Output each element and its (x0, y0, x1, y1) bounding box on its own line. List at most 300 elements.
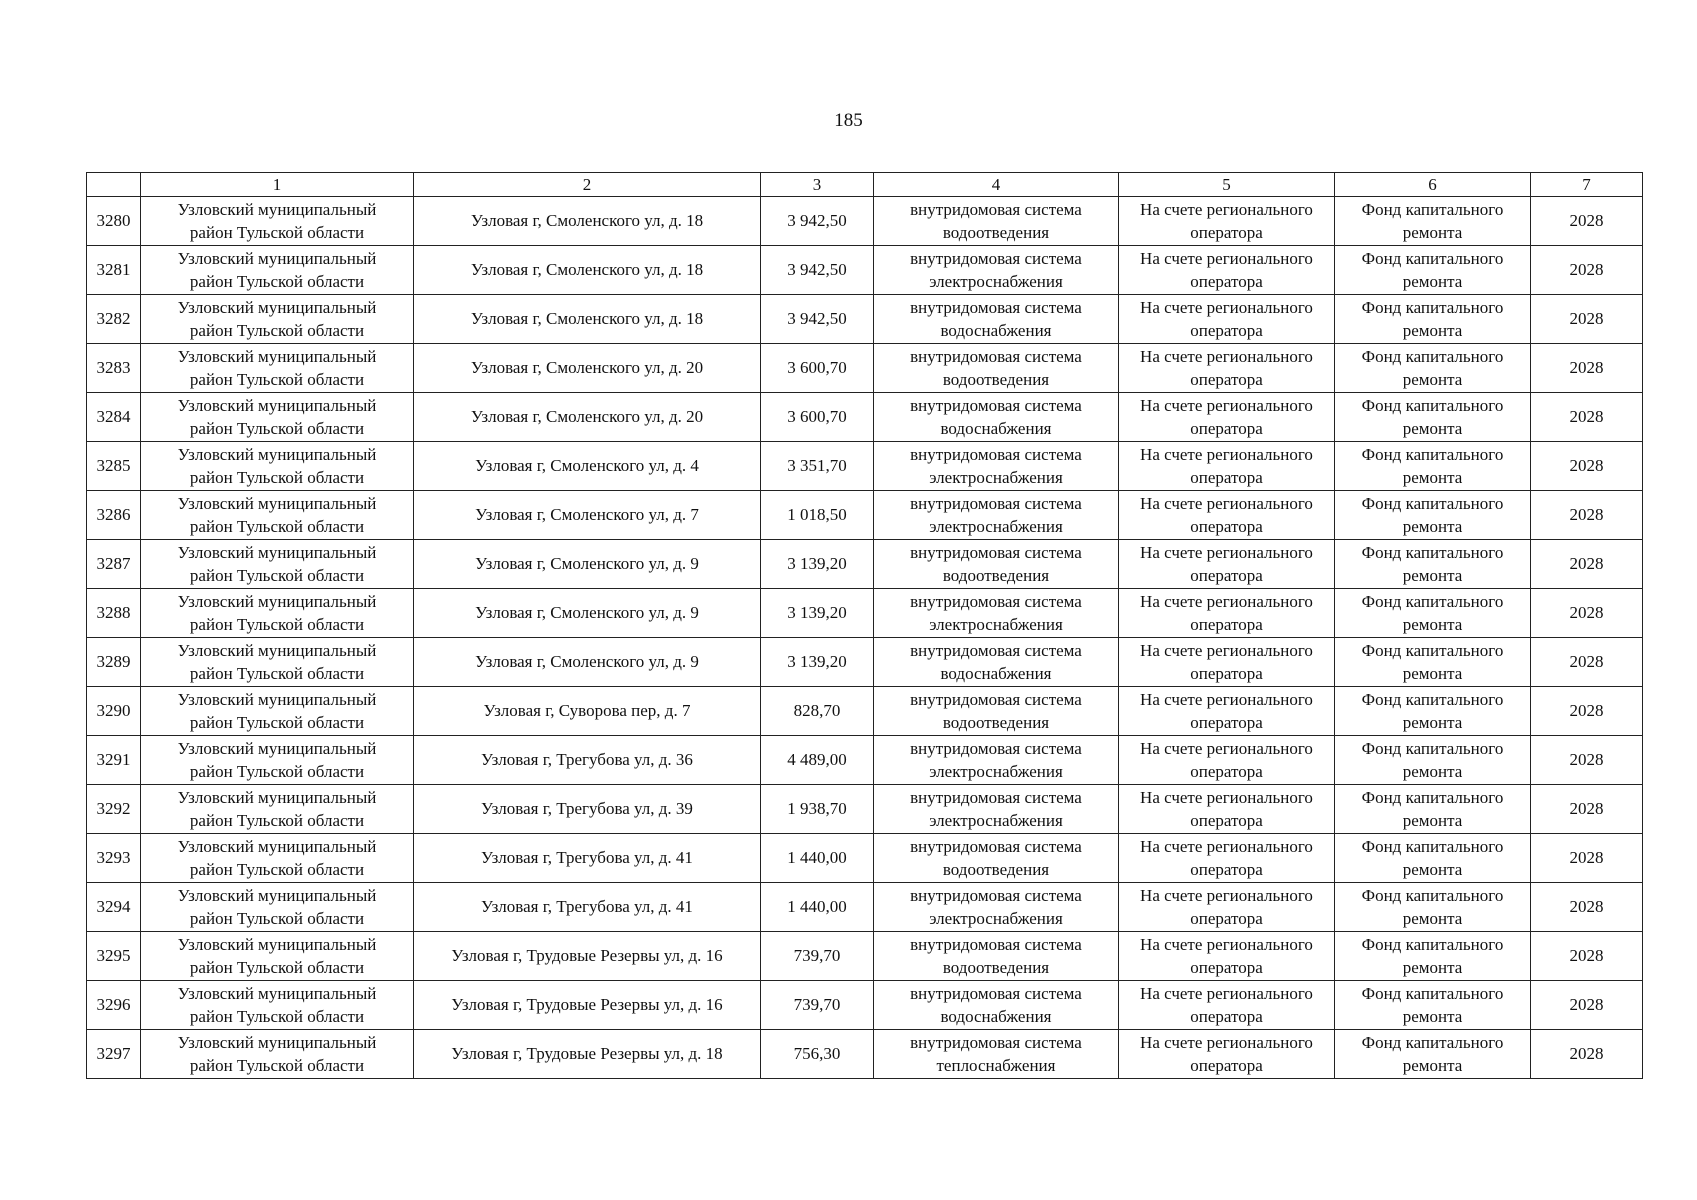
area-cell: 3 942,50 (761, 197, 874, 246)
fund-line: ремонта (1402, 321, 1463, 340)
row-number-cell: 3288 (87, 589, 141, 638)
district-line: Узловский муниципальный (177, 641, 377, 660)
year-cell: 2028 (1531, 785, 1643, 834)
account-line: На счете регионального (1140, 739, 1313, 758)
account-line: оператора (1190, 517, 1263, 536)
district-cell (141, 295, 414, 344)
fund-cell (1335, 197, 1531, 246)
account-line: На счете регионального (1140, 543, 1313, 562)
fund-line: Фонд капитального (1361, 543, 1504, 562)
column-header: 5 (1119, 173, 1335, 197)
account-line: На счете регионального (1140, 886, 1313, 905)
page-number: 185 (834, 110, 863, 131)
year-cell: 2028 (1531, 834, 1643, 883)
table-row (87, 932, 1643, 981)
year-cell: 2028 (1531, 393, 1643, 442)
account-cell (1119, 197, 1335, 246)
table-row (87, 344, 1643, 393)
corner-cell (87, 173, 141, 197)
system-cell (874, 687, 1119, 736)
year-cell: 2028 (1531, 687, 1643, 736)
system-cell (874, 246, 1119, 295)
year-cell: 2028 (1531, 246, 1643, 295)
system-line: водоотведения (942, 566, 1050, 585)
district-line: Узловский муниципальный (177, 298, 377, 317)
system-cell (874, 736, 1119, 785)
row-number-cell: 3291 (87, 736, 141, 785)
account-line: На счете регионального (1140, 641, 1313, 660)
fund-line: ремонта (1402, 664, 1463, 683)
account-cell (1119, 344, 1335, 393)
account-cell (1119, 295, 1335, 344)
system-line: внутридомовая система (910, 837, 1082, 856)
area-cell: 739,70 (761, 932, 874, 981)
fund-cell (1335, 246, 1531, 295)
row-number-cell: 3296 (87, 981, 141, 1030)
fund-line: ремонта (1402, 468, 1463, 487)
area-cell: 3 600,70 (761, 393, 874, 442)
district-cell (141, 246, 414, 295)
district-cell (141, 344, 414, 393)
fund-cell (1335, 834, 1531, 883)
account-line: оператора (1190, 321, 1263, 340)
column-header: 6 (1335, 173, 1531, 197)
table-row (87, 197, 1643, 246)
system-line: электроснабжения (929, 615, 1063, 634)
address-cell: Узловая г, Трегубова ул, д. 39 (414, 785, 761, 834)
table-row (87, 883, 1643, 932)
account-line: оператора (1190, 370, 1263, 389)
district-line: Узловский муниципальный (177, 494, 377, 513)
district-line: Узловский муниципальный (177, 984, 377, 1003)
district-line: Узловский муниципальный (177, 886, 377, 905)
fund-line: ремонта (1402, 517, 1463, 536)
fund-line: Фонд капитального (1361, 739, 1504, 758)
system-line: электроснабжения (929, 909, 1063, 928)
system-line: внутридомовая система (910, 249, 1082, 268)
account-line: оператора (1190, 419, 1263, 438)
district-line: Узловский муниципальный (177, 445, 377, 464)
year-cell: 2028 (1531, 589, 1643, 638)
district-line: район Тульской области (189, 762, 365, 781)
district-cell (141, 883, 414, 932)
register-table (86, 172, 1643, 1079)
system-line: внутридомовая система (910, 788, 1082, 807)
system-line: водоотведения (942, 958, 1050, 977)
district-cell (141, 197, 414, 246)
district-cell (141, 393, 414, 442)
address-cell: Узловая г, Смоленского ул, д. 20 (414, 344, 761, 393)
system-line: водоотведения (942, 860, 1050, 879)
account-line: оператора (1190, 615, 1263, 634)
system-line: водоснабжения (940, 321, 1052, 340)
account-line: На счете регионального (1140, 935, 1313, 954)
row-number-cell: 3292 (87, 785, 141, 834)
fund-line: Фонд капитального (1361, 200, 1504, 219)
area-cell: 828,70 (761, 687, 874, 736)
district-line: Узловский муниципальный (177, 347, 377, 366)
table-row (87, 1030, 1643, 1079)
system-line: внутридомовая система (910, 592, 1082, 611)
system-cell (874, 589, 1119, 638)
row-number-cell: 3293 (87, 834, 141, 883)
year-cell: 2028 (1531, 491, 1643, 540)
account-cell (1119, 687, 1335, 736)
fund-cell (1335, 736, 1531, 785)
fund-line: ремонта (1402, 272, 1463, 291)
account-line: оператора (1190, 909, 1263, 928)
area-cell: 3 942,50 (761, 295, 874, 344)
account-line: оператора (1190, 1007, 1263, 1026)
account-line: На счете регионального (1140, 396, 1313, 415)
system-line: внутридомовая система (910, 347, 1082, 366)
year-cell: 2028 (1531, 1030, 1643, 1079)
fund-line: ремонта (1402, 566, 1463, 585)
fund-cell (1335, 883, 1531, 932)
address-cell: Узловая г, Смоленского ул, д. 18 (414, 246, 761, 295)
fund-cell (1335, 932, 1531, 981)
system-line: внутридомовая система (910, 543, 1082, 562)
system-line: внутридомовая система (910, 396, 1082, 415)
account-cell (1119, 638, 1335, 687)
fund-cell (1335, 785, 1531, 834)
district-line: район Тульской области (189, 566, 365, 585)
row-number-cell: 3290 (87, 687, 141, 736)
account-line: На счете регионального (1140, 347, 1313, 366)
address-cell: Узловая г, Трудовые Резервы ул, д. 16 (414, 932, 761, 981)
column-header: 1 (141, 173, 414, 197)
year-cell: 2028 (1531, 883, 1643, 932)
address-cell: Узловая г, Трегубова ул, д. 41 (414, 883, 761, 932)
account-cell (1119, 491, 1335, 540)
fund-cell (1335, 981, 1531, 1030)
account-line: оператора (1190, 811, 1263, 830)
system-cell (874, 491, 1119, 540)
system-line: водоснабжения (940, 1007, 1052, 1026)
account-line: На счете регионального (1140, 445, 1313, 464)
fund-line: ремонта (1402, 223, 1463, 242)
fund-line: Фонд капитального (1361, 1033, 1504, 1052)
system-line: электроснабжения (929, 811, 1063, 830)
district-cell (141, 736, 414, 785)
row-number-cell: 3285 (87, 442, 141, 491)
system-cell (874, 1030, 1119, 1079)
district-line: район Тульской области (189, 909, 365, 928)
area-cell: 3 139,20 (761, 638, 874, 687)
column-header: 3 (761, 173, 874, 197)
fund-cell (1335, 491, 1531, 540)
district-cell (141, 442, 414, 491)
account-line: На счете регионального (1140, 249, 1313, 268)
fund-cell (1335, 638, 1531, 687)
district-cell (141, 932, 414, 981)
fund-line: Фонд капитального (1361, 249, 1504, 268)
address-cell: Узловая г, Смоленского ул, д. 9 (414, 540, 761, 589)
area-cell: 3 600,70 (761, 344, 874, 393)
fund-cell (1335, 589, 1531, 638)
row-number-cell: 3280 (87, 197, 141, 246)
fund-cell (1335, 540, 1531, 589)
year-cell: 2028 (1531, 295, 1643, 344)
district-cell (141, 1030, 414, 1079)
account-line: На счете регионального (1140, 592, 1313, 611)
area-cell: 756,30 (761, 1030, 874, 1079)
fund-line: ремонта (1402, 370, 1463, 389)
fund-line: Фонд капитального (1361, 788, 1504, 807)
account-line: оператора (1190, 860, 1263, 879)
fund-cell (1335, 295, 1531, 344)
row-number-cell: 3282 (87, 295, 141, 344)
address-cell: Узловая г, Смоленского ул, д. 9 (414, 589, 761, 638)
row-number-cell: 3295 (87, 932, 141, 981)
row-number-cell: 3284 (87, 393, 141, 442)
fund-line: ремонта (1402, 713, 1463, 732)
address-cell: Узловая г, Смоленского ул, д. 4 (414, 442, 761, 491)
account-cell (1119, 736, 1335, 785)
account-line: оператора (1190, 223, 1263, 242)
address-cell: Узловая г, Суворова пер, д. 7 (414, 687, 761, 736)
fund-line: ремонта (1402, 1007, 1463, 1026)
area-cell: 1 018,50 (761, 491, 874, 540)
fund-line: ремонта (1402, 419, 1463, 438)
system-line: водоснабжения (940, 419, 1052, 438)
district-line: Узловский муниципальный (177, 935, 377, 954)
fund-line: Фонд капитального (1361, 690, 1504, 709)
system-cell (874, 785, 1119, 834)
area-cell: 3 942,50 (761, 246, 874, 295)
address-cell: Узловая г, Трудовые Резервы ул, д. 16 (414, 981, 761, 1030)
system-line: теплоснабжения (936, 1056, 1056, 1075)
address-cell: Узловая г, Смоленского ул, д. 7 (414, 491, 761, 540)
district-line: район Тульской области (189, 958, 365, 977)
area-cell: 4 489,00 (761, 736, 874, 785)
district-line: район Тульской области (189, 1007, 365, 1026)
system-line: внутридомовая система (910, 298, 1082, 317)
row-number-cell: 3287 (87, 540, 141, 589)
district-line: район Тульской области (189, 223, 365, 242)
district-line: район Тульской области (189, 321, 365, 340)
area-cell: 1 938,70 (761, 785, 874, 834)
district-line: Узловский муниципальный (177, 592, 377, 611)
fund-line: Фонд капитального (1361, 935, 1504, 954)
fund-line: Фонд капитального (1361, 347, 1504, 366)
address-cell: Узловая г, Трудовые Резервы ул, д. 18 (414, 1030, 761, 1079)
year-cell: 2028 (1531, 197, 1643, 246)
district-line: район Тульской области (189, 811, 365, 830)
row-number-cell: 3297 (87, 1030, 141, 1079)
column-header: 4 (874, 173, 1119, 197)
address-cell: Узловая г, Трегубова ул, д. 41 (414, 834, 761, 883)
table-row (87, 638, 1643, 687)
system-line: внутридомовая система (910, 935, 1082, 954)
system-cell (874, 197, 1119, 246)
system-line: водоотведения (942, 370, 1050, 389)
row-number-cell: 3286 (87, 491, 141, 540)
fund-line: ремонта (1402, 958, 1463, 977)
column-header: 7 (1531, 173, 1643, 197)
fund-line: ремонта (1402, 860, 1463, 879)
fund-line: Фонд капитального (1361, 592, 1504, 611)
system-line: внутридомовая система (910, 200, 1082, 219)
account-cell (1119, 540, 1335, 589)
fund-cell (1335, 1030, 1531, 1079)
system-line: внутридомовая система (910, 739, 1082, 758)
row-number-cell: 3283 (87, 344, 141, 393)
system-cell (874, 883, 1119, 932)
fund-line: Фонд капитального (1361, 984, 1504, 1003)
district-cell (141, 638, 414, 687)
account-line: На счете регионального (1140, 494, 1313, 513)
system-line: электроснабжения (929, 272, 1063, 291)
district-line: Узловский муниципальный (177, 543, 377, 562)
district-line: Узловский муниципальный (177, 200, 377, 219)
district-line: район Тульской области (189, 370, 365, 389)
account-line: На счете регионального (1140, 984, 1313, 1003)
fund-line: Фонд капитального (1361, 396, 1504, 415)
table-body (87, 197, 1643, 1079)
account-line: На счете регионального (1140, 298, 1313, 317)
column-number-row (87, 173, 1643, 197)
account-line: оператора (1190, 713, 1263, 732)
table-row (87, 687, 1643, 736)
system-line: внутридомовая система (910, 690, 1082, 709)
fund-cell (1335, 442, 1531, 491)
district-line: район Тульской области (189, 419, 365, 438)
district-cell (141, 589, 414, 638)
address-cell: Узловая г, Смоленского ул, д. 18 (414, 295, 761, 344)
table-row (87, 295, 1643, 344)
account-line: оператора (1190, 272, 1263, 291)
system-cell (874, 981, 1119, 1030)
fund-line: ремонта (1402, 811, 1463, 830)
table-row (87, 393, 1643, 442)
table-row (87, 246, 1643, 295)
table-row (87, 589, 1643, 638)
system-cell (874, 393, 1119, 442)
district-line: Узловский муниципальный (177, 1033, 377, 1052)
fund-line: Фонд капитального (1361, 494, 1504, 513)
area-cell: 3 139,20 (761, 589, 874, 638)
fund-line: ремонта (1402, 762, 1463, 781)
system-cell (874, 295, 1119, 344)
account-line: На счете регионального (1140, 1033, 1313, 1052)
district-line: Узловский муниципальный (177, 739, 377, 758)
account-cell (1119, 785, 1335, 834)
year-cell: 2028 (1531, 638, 1643, 687)
row-number-cell: 3289 (87, 638, 141, 687)
fund-line: ремонта (1402, 909, 1463, 928)
year-cell: 2028 (1531, 981, 1643, 1030)
fund-line: Фонд капитального (1361, 641, 1504, 660)
year-cell: 2028 (1531, 736, 1643, 785)
fund-cell (1335, 344, 1531, 393)
account-cell (1119, 834, 1335, 883)
system-line: внутридомовая система (910, 886, 1082, 905)
account-line: оператора (1190, 958, 1263, 977)
fund-line: Фонд капитального (1361, 886, 1504, 905)
account-line: оператора (1190, 468, 1263, 487)
table-row (87, 785, 1643, 834)
column-header: 2 (414, 173, 761, 197)
table-row (87, 540, 1643, 589)
district-line: Узловский муниципальный (177, 690, 377, 709)
area-cell: 739,70 (761, 981, 874, 1030)
year-cell: 2028 (1531, 344, 1643, 393)
account-cell (1119, 393, 1335, 442)
district-cell (141, 785, 414, 834)
account-line: оператора (1190, 566, 1263, 585)
district-line: район Тульской области (189, 517, 365, 536)
system-line: внутридомовая система (910, 494, 1082, 513)
district-line: район Тульской области (189, 272, 365, 291)
system-line: электроснабжения (929, 762, 1063, 781)
account-cell (1119, 1030, 1335, 1079)
district-cell (141, 687, 414, 736)
table-row (87, 442, 1643, 491)
district-line: район Тульской области (189, 1056, 365, 1075)
fund-line: ремонта (1402, 615, 1463, 634)
fund-cell (1335, 687, 1531, 736)
district-cell (141, 491, 414, 540)
address-cell: Узловая г, Смоленского ул, д. 18 (414, 197, 761, 246)
table-row (87, 981, 1643, 1030)
address-cell: Узловая г, Трегубова ул, д. 36 (414, 736, 761, 785)
area-cell: 3 351,70 (761, 442, 874, 491)
table-row (87, 736, 1643, 785)
district-line: Узловский муниципальный (177, 249, 377, 268)
district-line: район Тульской области (189, 468, 365, 487)
address-cell: Узловая г, Смоленского ул, д. 9 (414, 638, 761, 687)
system-line: внутридомовая система (910, 445, 1082, 464)
district-cell (141, 540, 414, 589)
system-line: водоснабжения (940, 664, 1052, 683)
account-cell (1119, 246, 1335, 295)
system-line: электроснабжения (929, 517, 1063, 536)
fund-line: ремонта (1402, 1056, 1463, 1075)
account-cell (1119, 442, 1335, 491)
year-cell: 2028 (1531, 442, 1643, 491)
district-cell (141, 834, 414, 883)
account-cell (1119, 981, 1335, 1030)
system-cell (874, 834, 1119, 883)
district-line: Узловский муниципальный (177, 396, 377, 415)
district-line: район Тульской области (189, 713, 365, 732)
account-cell (1119, 883, 1335, 932)
account-line: оператора (1190, 1056, 1263, 1075)
area-cell: 3 139,20 (761, 540, 874, 589)
row-number-cell: 3281 (87, 246, 141, 295)
system-cell (874, 442, 1119, 491)
system-line: внутридомовая система (910, 1033, 1082, 1052)
account-cell (1119, 932, 1335, 981)
account-line: оператора (1190, 664, 1263, 683)
account-line: оператора (1190, 762, 1263, 781)
year-cell: 2028 (1531, 932, 1643, 981)
year-cell: 2028 (1531, 540, 1643, 589)
system-cell (874, 638, 1119, 687)
district-line: Узловский муниципальный (177, 837, 377, 856)
system-cell (874, 344, 1119, 393)
area-cell: 1 440,00 (761, 834, 874, 883)
district-line: Узловский муниципальный (177, 788, 377, 807)
district-line: район Тульской области (189, 615, 365, 634)
system-line: водоотведения (942, 223, 1050, 242)
table-row (87, 491, 1643, 540)
system-line: электроснабжения (929, 468, 1063, 487)
address-cell: Узловая г, Смоленского ул, д. 20 (414, 393, 761, 442)
row-number-cell: 3294 (87, 883, 141, 932)
fund-line: Фонд капитального (1361, 837, 1504, 856)
